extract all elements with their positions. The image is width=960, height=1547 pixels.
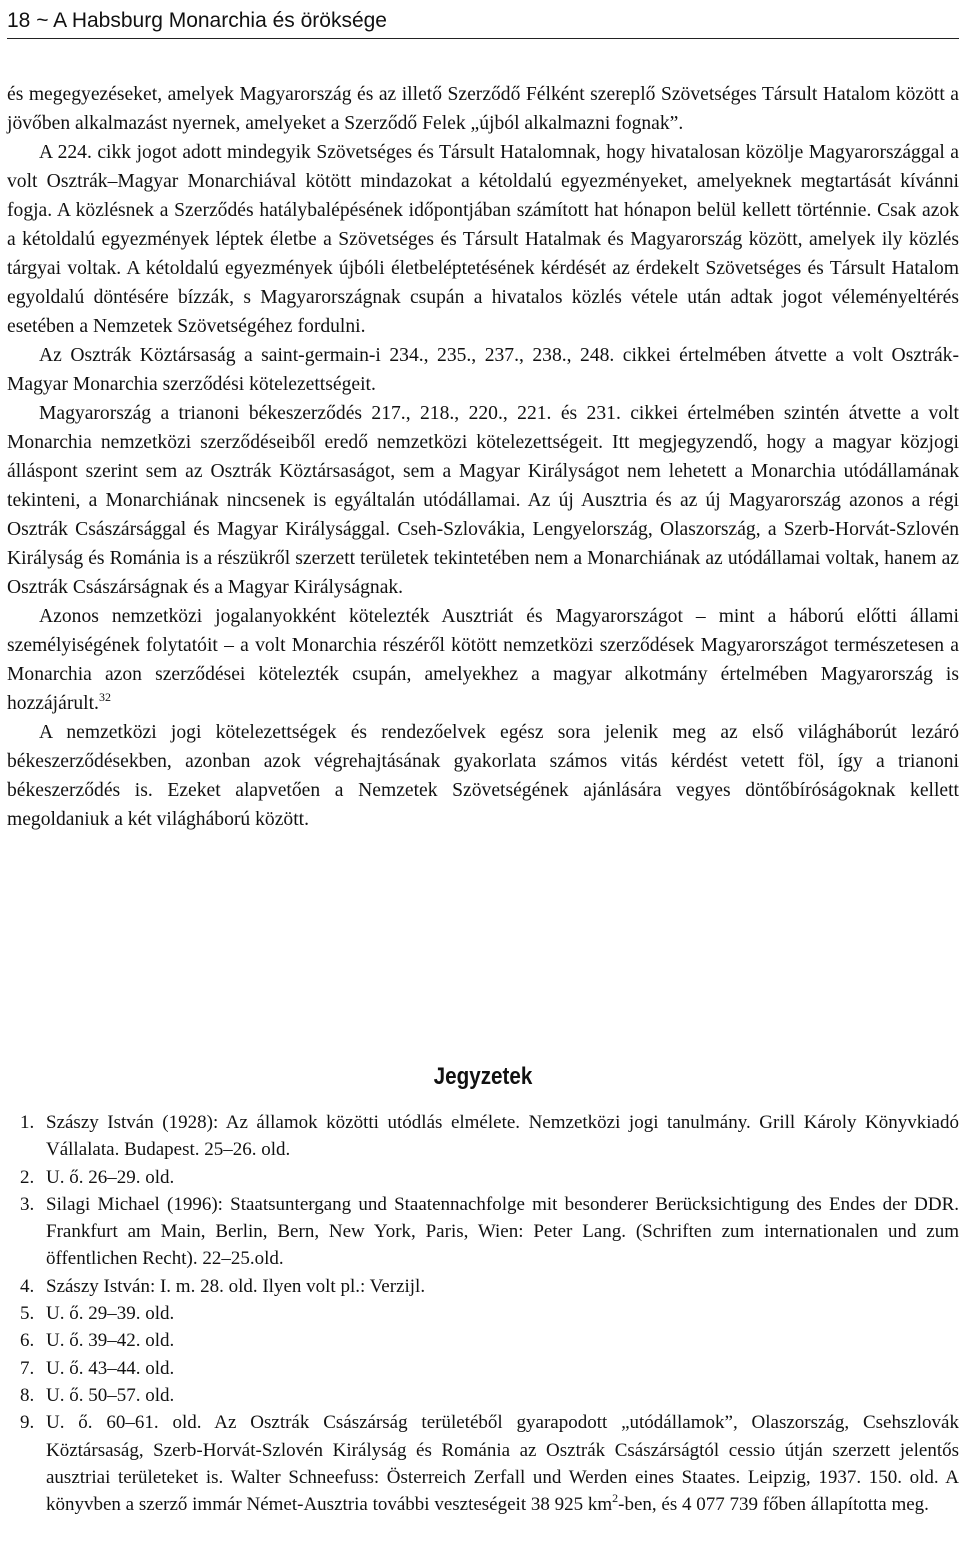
- note-text-continued: -ben, és 4 077 739 főben állapította meg.: [618, 1494, 929, 1516]
- note-text: U. ő. 26–29. old.: [46, 1166, 175, 1188]
- note-item: [7, 1109, 959, 1164]
- note-text: U. ő. 60–61. old. Az Osztrák Császárság területéből gyarapodott „utódállamok”, Olaszország, Csehszlovák Köztársaság, Szerb-Horvát-Szlovén Királyság és Románia az Osztrák Császárságtól cessio útján szerzett jelentős ausztriai területeket is. Walter Schneefuss: Österreich Zerfall und Werden eines Staates. Leipzig, 1937. 150. old. A könyvben a szerző immár Német-Ausztria további veszteségeit 38 925 km: [46, 1412, 959, 1516]
- paragraph-3: Az Osztrák Köztársaság a saint-germain-i 234., 235., 237., 238., 248. cikkei értelmében átvette a volt Osztrák-Magyar Monarchia szerződési kötelezettségeit.: [7, 345, 959, 395]
- paragraph-5: [7, 602, 959, 718]
- note-number: 1.: [20, 1112, 35, 1133]
- note-item: [7, 1273, 959, 1300]
- note-number: 5.: [20, 1303, 35, 1325]
- paragraph-4: Magyarország a trianoni békeszerződés 217., 218., 220., 221. és 231. cikkei értelmében szintén átvette a volt Monarchia nemzetközi szerződéseiből eredő nemzetközi kötelezettségeit. Itt megjegyzendő, hogy a magyar közjogi álláspont szerint sem az Osztrák Köztársaságot, sem a Magyar Királyságot nem lehetett a Monarchia utódállamának tekinteni, a Monarchiának nincsenek is egyáltalán utódállamai. Az új Ausztria és az új Magyarország azonos a régi Osztrák Császársággal és Magyar Királysággal. Cseh-Szlovákia, Lengyelország, Olaszország, a Szerb-Horvát-Szlovén Királyság és Románia is a részükről szerzett területek tekintetében nem a Monarchiának az utódállamai voltak, hanem az Osztrák Császárságnak és a Magyar Királyságnak.: [7, 403, 959, 598]
- running-head: 18 ~ A Habsburg Monarchia és öröksége: [7, 9, 387, 32]
- note-item: [7, 1191, 959, 1273]
- note-number: 3.: [20, 1193, 35, 1215]
- note-number: 9.: [20, 1412, 35, 1434]
- paragraph-6: A nemzetközi jogi kötelezettségek és rendezőelvek egész sora jelenik meg az első világháborút lezáró békeszerződésekben, azonban azok végrehajtásának gyakorlata számos vitás kérdést vetett föl, így a trianoni békeszerződés is. Ezeket alapvetően a Nemzetek Szövetségének ajánlására vegyes döntőbíróságoknak kellett megoldaniuk a két világháború között.: [7, 722, 959, 830]
- paragraph-5-text: Azonos nemzetközi jogalanyokként kötelezték Ausztriát és Magyarországot – mint a háború előtti állami személyiségének folytatóit – a volt Monarchia részéről kötött nemzetközi szerződések Magyarországot természetesen a Monarchia azon szerződései kötelezték csupán, amelyekhez a magyar alkotmány értelmében Magyarország is hozzájárult.: [7, 606, 959, 714]
- note-number: 6.: [20, 1330, 35, 1352]
- header-rule: [7, 38, 959, 39]
- note-item: [7, 1327, 959, 1354]
- note-text: U. ő. 29–39. old.: [46, 1303, 175, 1325]
- notes-list: [7, 1109, 959, 1518]
- notes-heading: Jegyzetek: [433, 1063, 533, 1090]
- body-text: [7, 80, 959, 834]
- note-number: 2.: [20, 1166, 35, 1188]
- footnote-ref-32[interactable]: 32: [98, 690, 111, 704]
- note-text: U. ő. 43–44. old.: [46, 1357, 175, 1379]
- note-number: 8.: [20, 1384, 35, 1406]
- paragraph-2: A 224. cikk jogot adott mindegyik Szövetséges és Társult Hatalomnak, hogy hivatalosan közölje Magyarországgal a volt Osztrák–Magyar Monarchiával kötött mindazokat a kétoldalú egyezményeket, amelyeknek megtartását kívánni fogja. A közlésnek a Szerződés hatálybalépésének időpontjában számított hat hónapon belül kellett történnie. Csak azok a kétoldalú egyezmények léptek életbe a Szövetséges és Társult Hatalmak és Magyarország között, amelyek ily közlés tárgyai voltak. A kétoldalú egyezmények újbóli életbeléptetésének kérdését az érdekelt Szövetséges és Társult Hatalom egyoldalú döntésére bízzák, s Magyarországnak csupán a hivatalos közlés vétele után adtak jogot véleményeltérés esetében a Nemzetek Szövetségéhez fordulni.: [7, 142, 959, 337]
- note-number: 7.: [20, 1357, 35, 1379]
- note-text: U. ő. 50–57. old.: [46, 1384, 175, 1406]
- note-text: Szászy István (1928): Az államok közötti utódlás elmélete. Nemzetközi jogi tanulmány. Grill Károly Könyvkiadó Vállalata. Budapest. 25–26. old.: [46, 1112, 959, 1161]
- note-item: [7, 1300, 959, 1327]
- note-item: [7, 1409, 959, 1518]
- paragraph-1: és megegyezéseket, amelyek Magyarország és az illető Szerződő Félként szereplő Szövetséges Társult Hatalom között a jövőben alkalmazást nyernek, amelyeket a Szerződő Felek „újból alkalmazni fognak”.: [7, 84, 959, 134]
- note-item: [7, 1355, 959, 1382]
- note-text: Szászy István: I. m. 28. old. Ilyen volt pl.: Verzijl.: [46, 1275, 426, 1297]
- superscript-2: 2: [612, 1491, 619, 1506]
- note-text: Silagi Michael (1996): Staatsuntergang und Staatennachfolge mit besonderer Berücksichtigung des Endes der DDR. Frankfurt am Main, Berlin, Bern, New York, Paris, Wien: Peter Lang. (Schriften zum internationalen und zum öffentlichen Recht). 22–25.old.: [46, 1193, 959, 1270]
- note-item: [7, 1382, 959, 1409]
- note-item: [7, 1164, 959, 1191]
- note-text: U. ő. 39–42. old.: [46, 1330, 175, 1352]
- note-number: 4.: [20, 1275, 35, 1297]
